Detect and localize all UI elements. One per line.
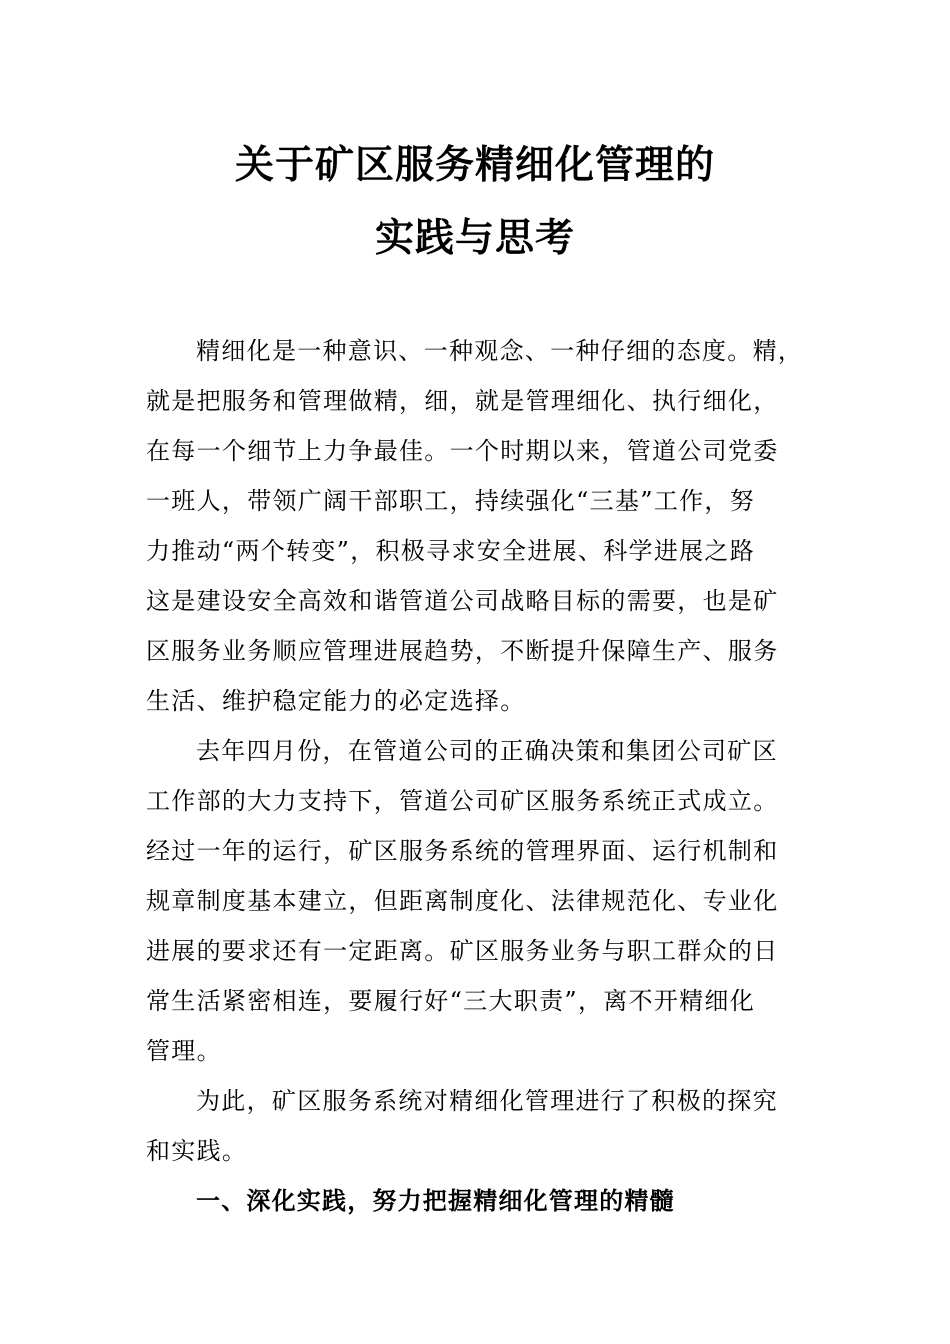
paragraph-1-line-7: 区服务业务顺应管理进展趋势，不断提升保障生产、服务 [146, 637, 779, 665]
paragraph-1-line-1: 精细化是一种意识、一种观念、一种仔细的态度。精， [196, 337, 804, 365]
paragraph-2-line-4: 规章制度基本建立，但距离制度化、法律规范化、专业化 [146, 887, 779, 915]
paragraph-1-line-4: 一班人，带领广阔干部职工，持续强化“三基”工作，努 [146, 487, 756, 515]
paragraph-2-line-5: 进展的要求还有一定距离。矿区服务业务与职工群众的日 [146, 937, 779, 965]
paragraph-1-line-2: 就是把服务和管理做精，细，就是管理细化、执行细化， [146, 387, 779, 415]
paragraph-2-line-2: 工作部的大力支持下，管道公司矿区服务系统正式成立。 [146, 787, 779, 815]
paragraph-3-line-2: 和实践。 [146, 1137, 248, 1165]
paragraph-1-line-3: 在每一个细节上力争最佳。一个时期以来，管道公司党委 [146, 437, 779, 465]
paragraph-3-line-1: 为此，矿区服务系统对精细化管理进行了积极的探究 [196, 1087, 778, 1115]
paragraph-2-line-3: 经过一年的运行，矿区服务系统的管理界面、运行机制和 [146, 837, 779, 865]
paragraph-1-line-8: 生活、维护稳定能力的必定选择。 [146, 687, 526, 715]
paragraph-2-line-6: 常生活紧密相连，要履行好“三大职责”，离不开精细化 [146, 987, 756, 1015]
title-line-1: 关于矿区服务精细化管理的 [234, 142, 715, 188]
paragraph-2-line-7: 管理。 [146, 1037, 222, 1065]
section-heading: 一、深化实践，努力把握精细化管理的精髓 [196, 1186, 675, 1215]
title-line-2: 实践与思考 [374, 215, 575, 261]
paragraph-1-line-5: 力推动“两个转变”，积极寻求安全进展、科学进展之路 [146, 537, 756, 565]
paragraph-2-line-1: 去年四月份，在管道公司的正确决策和集团公司矿区 [196, 737, 778, 765]
paragraph-1-line-6: 这是建设安全高效和谐管道公司战略目标的需要，也是矿 [146, 587, 779, 615]
